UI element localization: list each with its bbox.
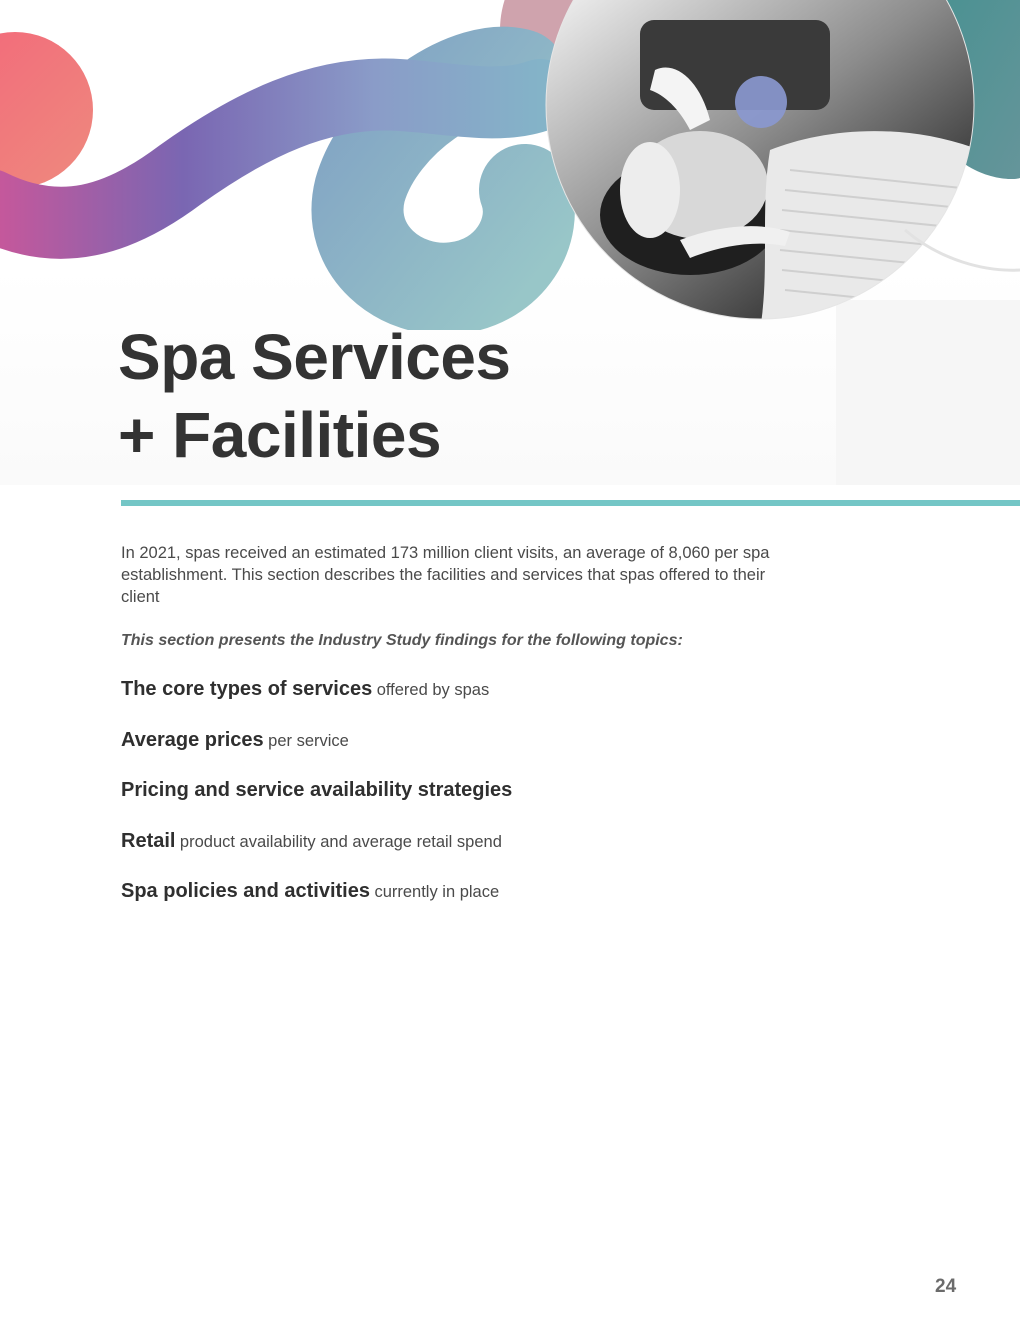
- topics-lead: This section presents the Industry Study findings for the following topics:: [121, 632, 683, 649]
- topic-heading: Average prices: [121, 728, 264, 751]
- topic-heading: Retail: [121, 829, 176, 852]
- decorative-swirls: [0, 0, 1020, 330]
- list-item: [121, 830, 512, 881]
- topic-detail: currently in place: [374, 883, 500, 901]
- topics-list: [121, 678, 512, 931]
- intro-paragraph: In 2021, spas received an estimated 173 million client visits, an average of 8,060 per spa establishment. This section describes the facilities and services that spas offered to their client: [121, 544, 770, 606]
- topic-heading: Pricing and service availability strategies: [121, 779, 513, 801]
- page-title: [118, 318, 511, 474]
- page-title-line-2: + Facilities: [118, 399, 442, 471]
- facial-treatment-photo: [540, 0, 980, 330]
- pink-circle-shape: [0, 32, 93, 188]
- list-item: [121, 880, 512, 931]
- list-item: [121, 779, 512, 830]
- topic-detail: product availability and average retail spend: [179, 832, 502, 851]
- topic-heading: The core types of services: [121, 678, 373, 700]
- topic-detail: offered by spas: [376, 681, 490, 699]
- topic-detail: per service: [268, 731, 349, 750]
- list-item: [121, 678, 512, 729]
- list-item: [121, 729, 512, 780]
- accent-divider: [121, 500, 1020, 506]
- page-title-line-1: Spa Services: [118, 321, 511, 393]
- page-number: 24: [935, 1276, 957, 1297]
- blue-dot-shape: [735, 76, 787, 128]
- topic-heading: Spa policies and activities: [121, 880, 370, 902]
